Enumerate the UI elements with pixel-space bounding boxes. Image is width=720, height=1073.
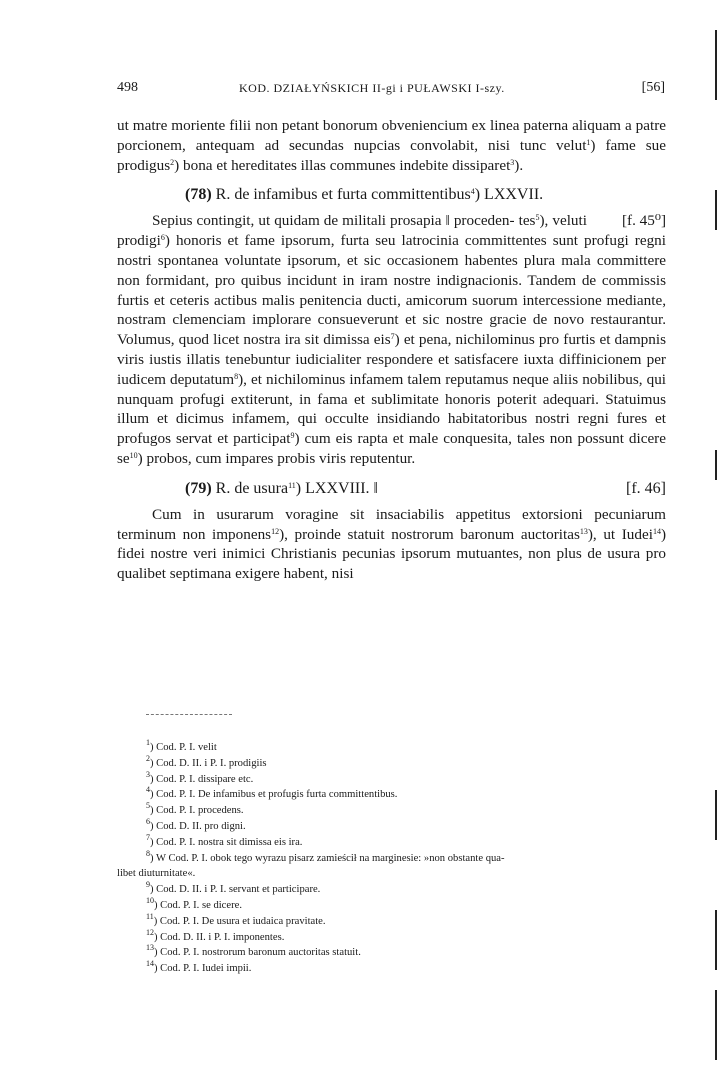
footnote-text: ) Cod. P. I. nostrorum baronum auctoritas statuit.	[154, 947, 361, 959]
text-run: ), et nichilominus infamem talem reputamus neque aliis nobilibus, qui nunquam profugi extiterunt, in fama et sublimitate honoris poterit adequari. Statuimus illum et dicimus infamem, qui occulte insidiando habitatoribus nostri regni fures et profugos servat et participat	[117, 370, 667, 448]
footnote-mark: 13	[146, 943, 154, 953]
footnote-ref: 13	[579, 526, 588, 536]
rubric-number: (78)	[185, 186, 212, 204]
footnote-text: ) W Cod. P. I. obok tego wyrazu pisarz zamieścił na marginesie: »non obstante qua-	[150, 852, 505, 864]
footnote	[117, 787, 666, 803]
footnote	[117, 911, 666, 930]
footnote	[117, 945, 666, 961]
text-run: ) et pena, nichilominus pro furtis et dampnis viris iustis illatis tenebuntur iudicialiter respondere et satisfacere iuxta diffinicionem per iudicem deputatum	[117, 331, 666, 388]
footnote	[117, 927, 666, 946]
text-run: ut matre moriente filii non petant bonorum obveniencium ex linea paterna aliquam a patre porcionem, antequam ad secundas nupcias convolabit, nisi tunc velut	[117, 117, 666, 154]
footnote-ref: 11	[288, 480, 296, 490]
footnote-mark: 1	[146, 738, 150, 747]
footnote-text: ) Cod. P. I. velit	[150, 742, 217, 753]
text-run: ) probos, cum impares probis viris reputentur.	[137, 449, 416, 467]
text-run: ) fame sue prodigus	[117, 136, 667, 174]
footnote-ref: 4	[470, 187, 475, 197]
footnote-text: ) Cod. P. I. procedens.	[150, 805, 244, 817]
footnote-text: ) Cod. P. I. se dicere.	[154, 899, 242, 911]
footnote-mark: 11	[146, 911, 154, 921]
footnote-mark: 2	[146, 753, 150, 763]
footnote-text: ) Cod. P. I. De infamibus et profugis furta committentibus.	[150, 789, 398, 801]
footnote-ref: 7	[390, 332, 395, 342]
text-run: ), ut Iudei	[587, 525, 653, 543]
text-run: ), veluti prodigi	[117, 212, 587, 250]
footnote	[117, 961, 666, 977]
footnote-text: ) Cod. D. II. i P. I. prodigiis	[150, 757, 267, 769]
section-reference: [56]	[641, 80, 665, 95]
paragraph-3	[117, 505, 666, 584]
footnote-ref: 2	[170, 157, 175, 167]
running-title: KOD. DZIAŁYŃSKICH II-gi i PUŁAWSKI I-szy.	[239, 81, 505, 95]
footnote-text: ) Cod. P. I. dissipare etc.	[150, 773, 254, 785]
footnote-text: ) Cod. D. II. pro digni.	[150, 820, 246, 832]
footnote-ref: 9	[290, 431, 295, 441]
paragraph-1	[117, 116, 666, 175]
footnote-ref: 3	[510, 157, 515, 167]
main-text	[117, 116, 666, 584]
footnote-mark: 3	[146, 769, 150, 779]
text-run: ) cum eis rapta et male conquesita, tales non possunt dicere se	[117, 430, 666, 467]
rubric-title	[185, 185, 543, 205]
footnote	[117, 769, 666, 788]
footnote	[117, 895, 666, 914]
text-run: ) LXXVIII. ‖	[295, 479, 379, 497]
footnote	[117, 832, 666, 851]
footnote	[117, 740, 666, 756]
text-run: Cum in usurarum voragine sit insaciabilis appetitus extorsioni pecuniarum terminum non imponens	[117, 505, 666, 543]
footnote-text: ) Cod. P. I. De usura et iudaica pravitate.	[153, 915, 326, 927]
footnote-mark: 5	[146, 801, 150, 811]
footnote	[117, 882, 666, 898]
text-run: R. de usura	[211, 479, 289, 497]
text-run: Sepius contingit, ut quidam de militali prosapia ‖ proceden-	[152, 212, 515, 230]
footnote-mark: 14	[146, 959, 154, 969]
footnote	[117, 753, 666, 772]
footnote-mark: 12	[146, 927, 154, 937]
text-run: ) bona et hereditates illas communes indebite dissiparet	[174, 156, 511, 174]
folio-margin-note: [f. 46]	[626, 479, 666, 497]
rubric-number: (79)	[185, 479, 212, 497]
footnote-ref: 1	[586, 137, 591, 147]
paragraph-2	[117, 211, 666, 468]
footnote-mark: 6	[146, 816, 150, 826]
footnote-ref: 12	[271, 526, 280, 536]
footnote-ref: 10	[129, 450, 138, 460]
footnote-mark: 8	[146, 848, 150, 858]
text-run: ) honoris et fame ipsorum, furta seu latrocinia committentes sunt profugi regni nostri spontanea voluntate ipsorum, et sic occasionem habentes plura mala committere non formidant, pro quibus incidunt in iram nostre indignacionis. Tandem de commissis furtis et ceteris actibus malis penitencia ducti, amicorum suorum intercessione mediante, nostram clemenciam implorare consueverunt et sic nostre gracie de novo restaurantur. Volumus, quod licet nostra ira sit dimissa eis	[117, 232, 666, 349]
page-number: 498	[117, 80, 138, 95]
footnote-mark: 4	[146, 785, 150, 795]
footnotes	[117, 740, 666, 977]
folio-margin-note: [f. 45⁰]	[621, 212, 666, 230]
footnote	[117, 803, 666, 819]
footnote-ref: 8	[234, 371, 239, 381]
text-run: ).	[514, 156, 524, 174]
footnote-text: ) Cod. D. II. i P. I. servant et participare.	[150, 884, 321, 896]
footnote-divider	[146, 714, 232, 715]
footnote-text: ) Cod. P. I. nostra sit dimissa eis ira.	[150, 836, 303, 848]
footnote-text: ) Cod. P. I. Iudei impii.	[154, 963, 252, 975]
footnote-mark: 10	[146, 895, 154, 905]
footnote-ref: 5	[535, 213, 540, 223]
footnote-ref: 14	[652, 526, 661, 536]
rubric-title	[185, 479, 378, 499]
text-run: tes	[518, 212, 536, 230]
footnote-continuation: libet diuturnitate«.	[117, 868, 196, 880]
footnote-ref: 6	[160, 233, 165, 243]
footnote	[117, 816, 666, 835]
scan-edge-marks	[714, 30, 718, 1060]
rubric-78	[117, 185, 666, 207]
text-run: ) LXXVII.	[474, 186, 544, 204]
running-header	[117, 80, 665, 102]
text-run: ) fidei nostre veri inimici Christianis pecunias ipsorum mutuantes, non plus de usura pro qualibet septimana exigere habent, nisi	[117, 525, 666, 583]
footnote-mark: 9	[146, 880, 150, 890]
footnote	[117, 848, 666, 867]
footnote-text: ) Cod. D. II. i P. I. imponentes.	[154, 931, 285, 943]
rubric-79	[117, 479, 666, 501]
text-run: R. de infamibus et furta committentibus	[211, 186, 471, 204]
text-run: ), proinde statuit nostrorum baronum auctoritas	[279, 525, 580, 543]
footnote-mark: 7	[146, 832, 150, 842]
